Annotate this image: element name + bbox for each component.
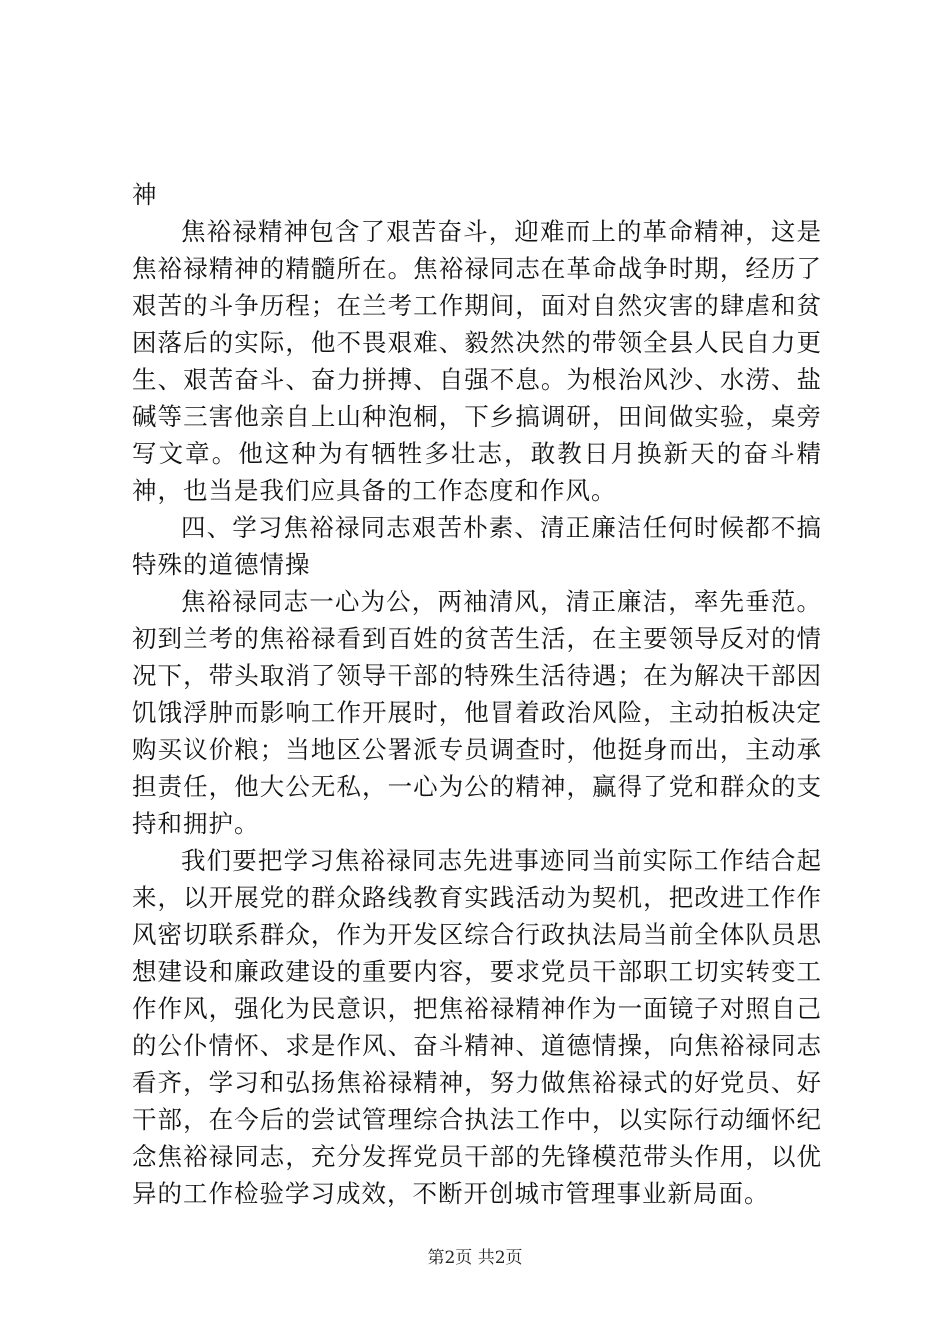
paragraph: 我们要把学习焦裕禄同志先进事迹同当前实际工作结合起来，以开展党的群众路线教育实践活动为契机，把改进工作作风密切联系群众，作为开发区综合行政执法局当前全体队员思想建设和廉政建设的重要内容，要求党员干部职工切实转变工作作风，强化为民意识，把焦裕禄精神作为一面镜子对照自己的公仆情怀、求是作风、奋斗精神、道德情操，向焦裕禄同志看齐，学习和弘扬焦裕禄精神，努力做焦裕禄式的好党员、好干部，在今后的尝试管理综合执法工作中，以实际行动缅怀纪念焦裕禄同志，充分发挥党员干部的先锋模范带头作用，以优异的工作检验学习成效，不断开创城市管理事业新局面。 <box>132 846 822 1208</box>
page-number-footer: 第2页 共2页 <box>427 1248 523 1268</box>
document-body <box>132 176 822 1212</box>
paragraph-heading-continuation: 神 <box>132 180 158 209</box>
paragraph: 焦裕禄精神包含了艰苦奋斗，迎难而上的革命精神，这是焦裕禄精神的精髓所在。焦裕禄同志在革命战争时期，经历了艰苦的斗争历程；在兰考工作期间，面对自然灾害的肆虐和贫困落后的实际，他不畏艰难、毅然决然的带领全县人民自力更生、艰苦奋斗、奋力拼搏、自强不息。为根治风沙、水涝、盐碱等三害他亲自上山种泡桐，下乡搞调研，田间做实验，桌旁写文章。他这种为有牺牲多壮志，敢教日月换新天的奋斗精神，也当是我们应具备的工作态度和作风。 <box>132 217 822 505</box>
paragraph: 焦裕禄同志一心为公，两袖清风，清正廉洁，率先垂范。初到兰考的焦裕禄看到百姓的贫苦生活，在主要领导反对的情况下，带头取消了领导干部的特殊生活待遇；在为解决干部因饥饿浮肿而影响工作开展时，他冒着政治风险，主动拍板决定购买议价粮；当地区公署派专员调查时，他挺身而出，主动承担责任，他大公无私，一心为公的精神，赢得了党和群众的支持和拥护。 <box>132 587 822 838</box>
section-heading: 四、学习焦裕禄同志艰苦朴素、清正廉洁任何时候都不搞特殊的道德情操 <box>132 513 822 579</box>
